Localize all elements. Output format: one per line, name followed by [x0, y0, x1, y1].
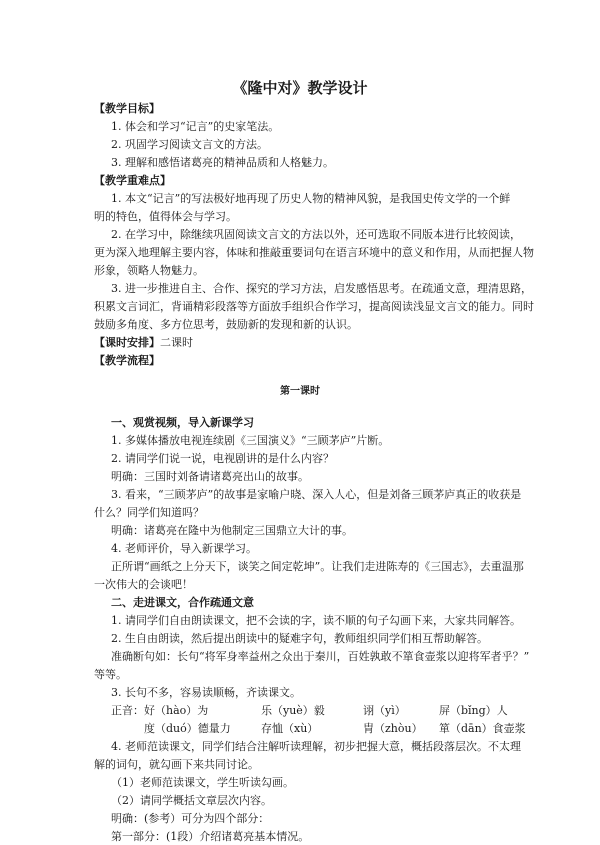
keys-heading: 【教学重难点】 — [94, 174, 171, 187]
schedule-heading: 【课时安排】 — [94, 336, 160, 349]
goal-item: 3. 理解和感悟诸葛亮的精神品质和人格魅力。 — [111, 156, 334, 169]
pronunciation-item: 诩（yì） — [363, 704, 406, 717]
section2-line: 1. 请同学们自由朗读课文，把不会读的字，读不顺的句子勾画下来，大家共同解答。 — [111, 614, 521, 627]
section2-line: 第一部分：(1段）介绍诸葛亮基本情况。 — [111, 830, 310, 843]
key-paragraph-line: 积累文言词汇，背诵精彩段落等方面放手组织合作学习，提高阅读浅显文言文的能力。同时 — [94, 300, 534, 313]
section2-line: 等等。 — [94, 668, 127, 681]
key-paragraph-line: 形象，领略人物魅力。 — [94, 264, 204, 277]
key-paragraph-line: 明的特色，值得体会与学习。 — [94, 210, 237, 223]
section1-heading: 一、观赏视频，导入新课学习 — [111, 416, 254, 429]
pronunciation-item: 存恤（xù） — [261, 722, 319, 735]
document-title: 《隆中对》教学设计 — [232, 79, 368, 97]
section1-line: 3. 看来，“三顾茅庐”的故事是家喻户晓、深入人心，但是刘备三顾茅庐真正的收获是 — [111, 488, 522, 501]
section1-line: 4. 老师评价，导入新课学习。 — [111, 542, 257, 555]
pronunciation-item: 乐（yuè）毅 — [261, 704, 325, 717]
section1-line: 正所谓“画纸之上分天下，谈笑之间定乾坤”。让我们走进陈寿的《三国志》，去重温那 — [111, 560, 524, 573]
goal-item: 2. 巩固学习阅读文言文的方法。 — [111, 138, 268, 151]
pronunciation-item: 箪（dān）食壶浆 — [439, 722, 526, 735]
section1-line: 明确：三国时刘备请诸葛亮出山的故事。 — [111, 470, 309, 483]
key-paragraph-line: 鼓励多角度、多方位思考，鼓励新的发现和新的认识。 — [94, 318, 358, 331]
key-paragraph-line: 2. 在学习中，除继续巩固阅读文言文的方法以外，还可选取不同版本进行比较阅读， — [111, 228, 521, 241]
section2-line: （2）请同学概括文章层次内容。 — [111, 794, 272, 807]
goals-heading: 【教学目标】 — [94, 102, 160, 115]
schedule-value: 二课时 — [160, 336, 193, 349]
section2-line: 明确：(参考）可分为四个部分： — [111, 812, 270, 825]
pronunciation-item: 好（hào）为 — [144, 704, 209, 717]
section2-line: 4. 老师范读课文，同学们结合注解听读理解，初步把握大意，概括段落层次。不太理 — [111, 740, 521, 753]
section1-line: 什么？同学们知道吗？ — [94, 506, 204, 519]
key-paragraph-line: 3. 进一步推进自主、合作、探究的学习方法，启发感悟思考。在疏通文意，理清思路， — [111, 282, 532, 295]
section2-line: （1）老师范读课文，学生听读勾画。 — [111, 776, 294, 789]
section1-line: 明确：诸葛亮在隆中为他制定三国鼎立大计的事。 — [111, 524, 353, 537]
section1-line: 2. 请同学们说一说，电视剧讲的是什么内容？ — [111, 452, 334, 465]
section2-line: 解的词句，就勾画下来共同讨论。 — [94, 758, 259, 771]
process-heading: 【教学流程】 — [94, 354, 160, 367]
lesson-title: 第一课时 — [280, 386, 320, 397]
section1-line: 一次伟大的会谈吧！ — [94, 578, 193, 591]
section2-line: 3. 长句不多，容易读顺畅，齐读课文。 — [111, 686, 301, 699]
key-paragraph-line: 1. 本文“记言”的写法极好地再现了历史人物的精神风貌，是我国史传文学的一个鲜 — [111, 192, 511, 205]
section2-line: 2. 生自由朗读，然后提出朗读中的疑难字句，教师组织同学们相互帮助解答。 — [111, 632, 488, 645]
pronunciation-item: 胄（zhòu） — [363, 722, 423, 735]
pronunciation-item: 度（duó）德量力 — [144, 722, 231, 735]
schedule-line — [94, 336, 524, 350]
pronunciation-item: 屏（bǐng）人 — [439, 704, 508, 717]
key-paragraph-line: 更为深入地理解主要内容，体味和推敲重要词句在语言环境中的意义和作用，从而把握人物 — [94, 246, 534, 259]
section1-line: 1. 多媒体播放电视连续剧《三国演义》“三顾茅庐”片断。 — [111, 434, 390, 447]
section2-heading: 二、走进课文，合作疏通文意 — [111, 596, 254, 609]
pronunciation-label: 正音： — [111, 704, 144, 717]
section2-line: 准确断句如：长句“将军身率益州之众出于秦川，百姓孰敢不箪食壶浆以迎将军者乎？” — [111, 650, 530, 663]
goal-item: 1. 体会和学习“记言”的史家笔法。 — [111, 120, 280, 133]
